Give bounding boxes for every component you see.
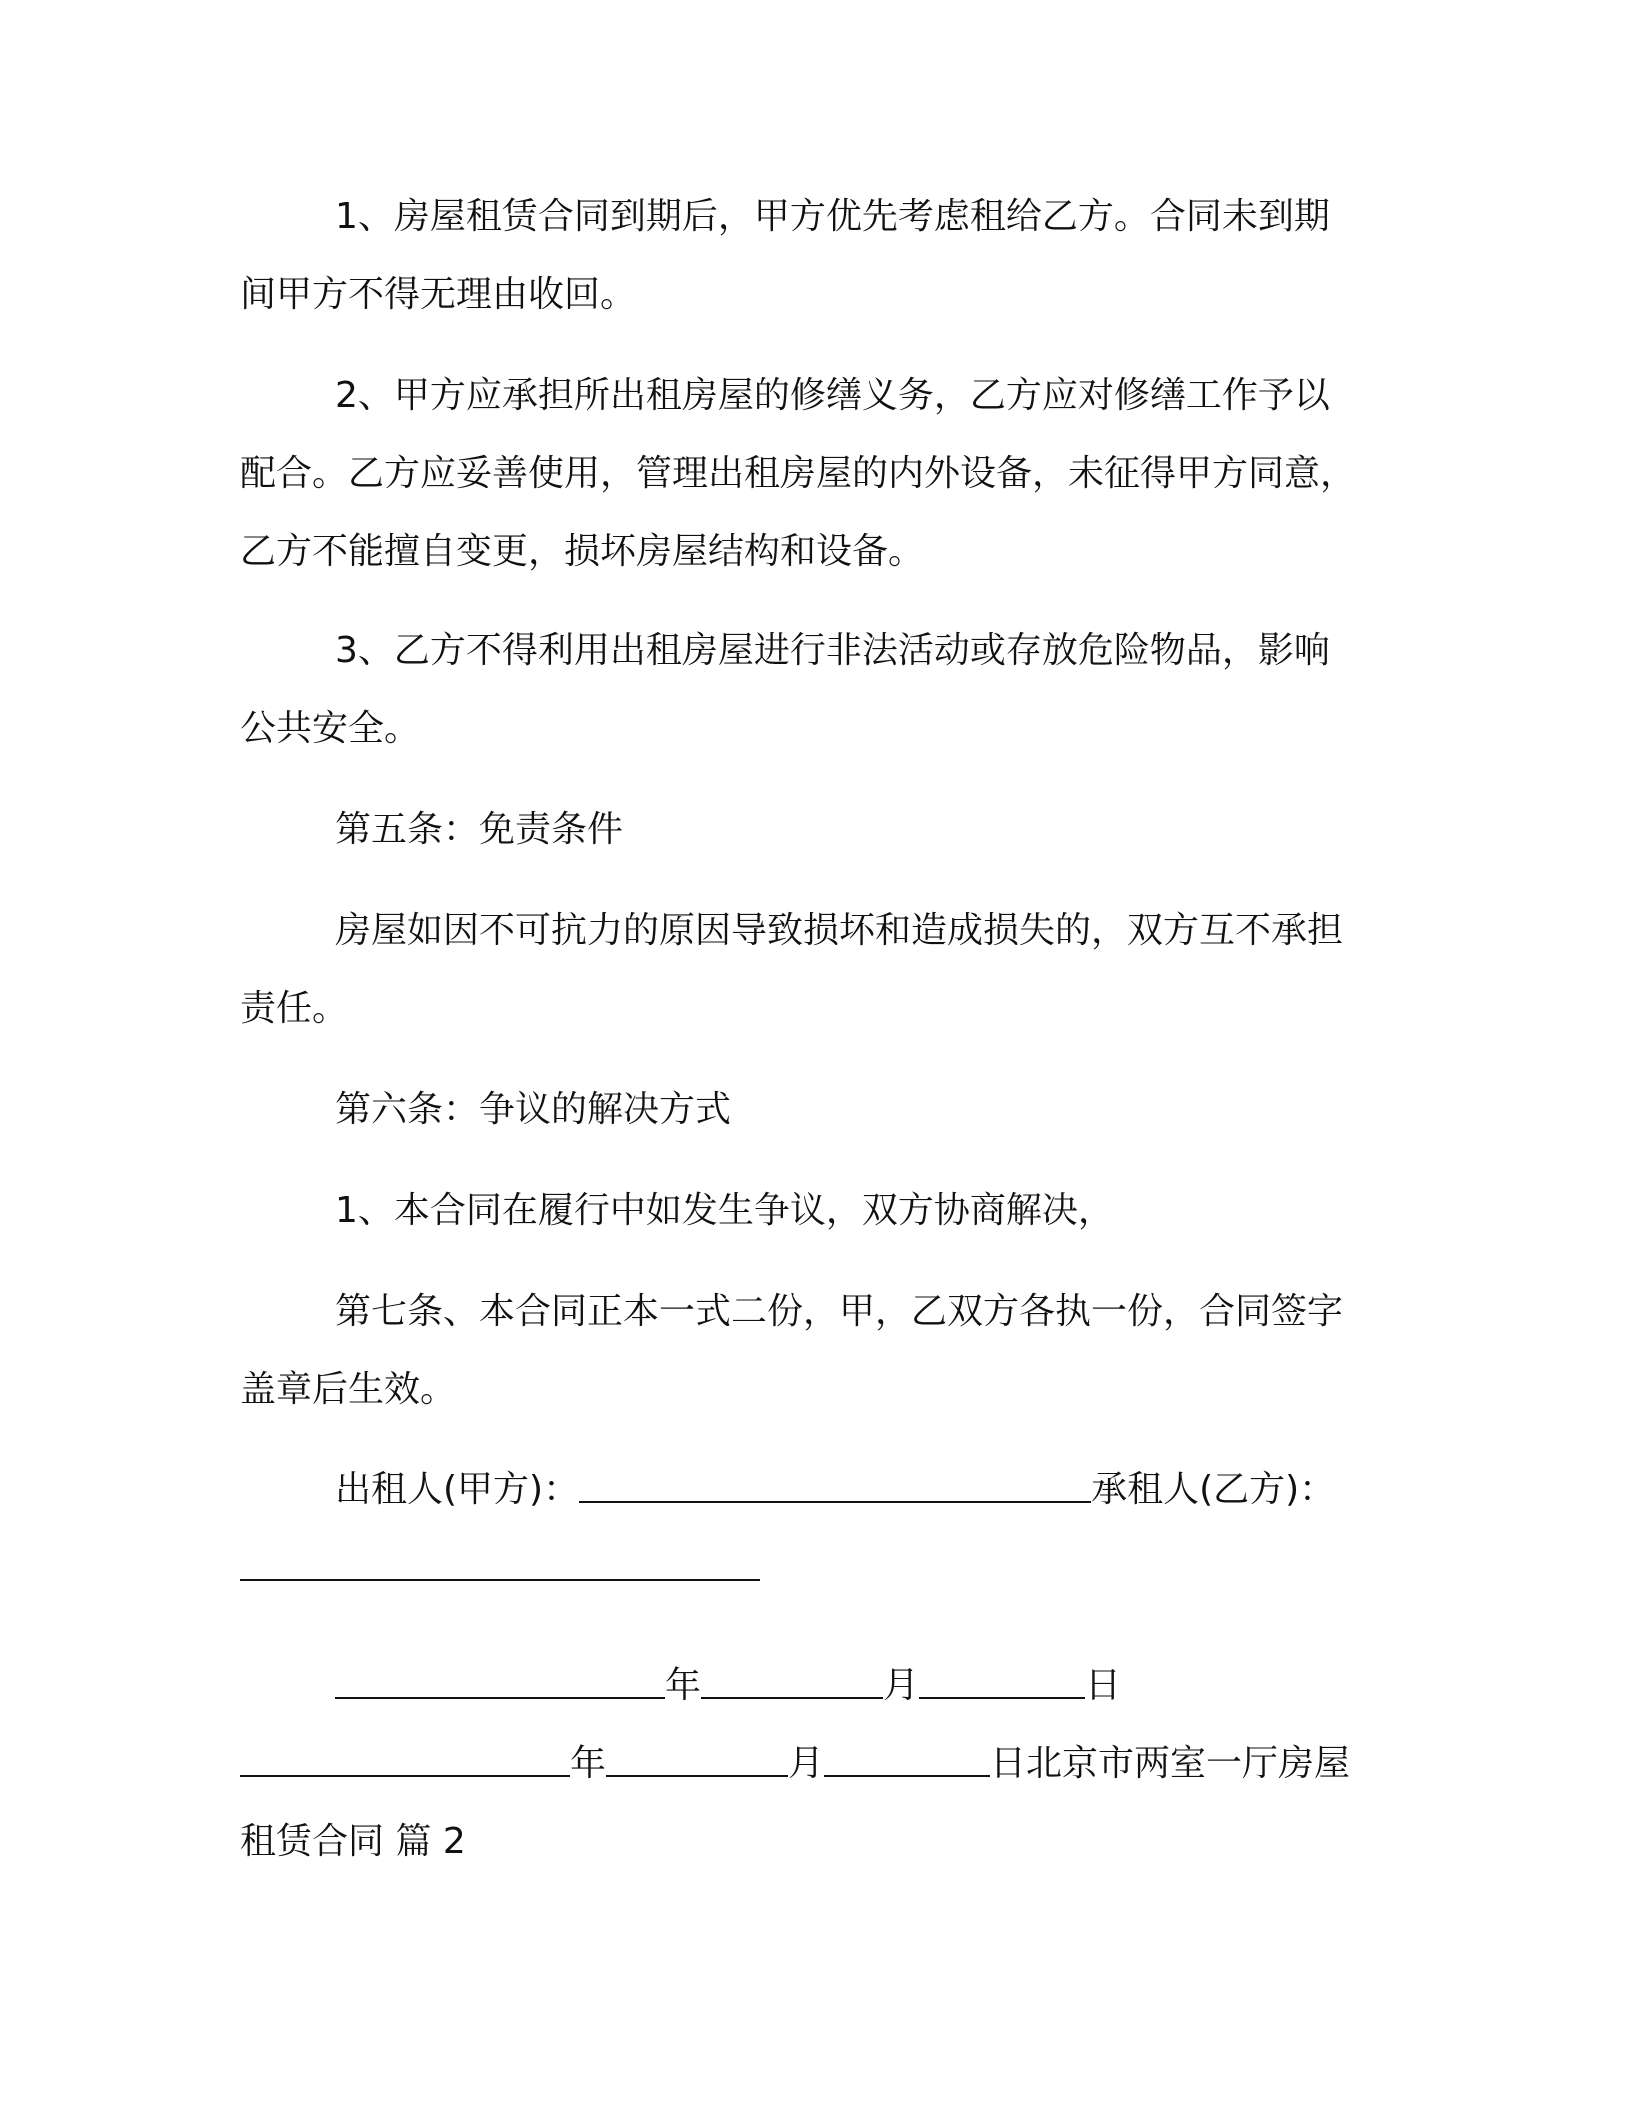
article-5-heading: 第五条：免责条件 <box>335 809 624 850</box>
clause-4-3-line-2: 公共安全。 <box>240 708 421 749</box>
clause-4-2-line-2: 配合。乙方应妥善使用，管理出租房屋的内外设备，未征得甲方同意， <box>240 453 1357 494</box>
clause-4-2-line-3: 乙方不能擅自变更，损坏房屋结构和设备。 <box>240 531 925 572</box>
clause-4-3-line-1: 3、乙方不得利用出租房屋进行非法活动或存放危险物品，影响 <box>335 630 1330 671</box>
lessor-signature-blank <box>579 1461 1091 1503</box>
article-7-line-2: 盖章后生效。 <box>240 1369 457 1410</box>
day-blank-1 <box>919 1657 1085 1699</box>
article-6-item-1: 1、本合同在履行中如发生争议，双方协商解决， <box>335 1190 1114 1231</box>
clause-4-2-line-1: 2、甲方应承担所出租房屋的修缮义务，乙方应对修缮工作予以 <box>335 375 1330 416</box>
year-label-1: 年 <box>665 1665 702 1706</box>
day-label-2: 日 <box>990 1743 1027 1784</box>
article-6-heading: 第六条：争议的解决方式 <box>335 1089 732 1130</box>
clause-4-1-line-1: 1、房屋租赁合同到期后，甲方优先考虑租给乙方。合同未到期 <box>335 196 1330 237</box>
article-5-text-line-2: 责任。 <box>240 988 349 1029</box>
day-label-1: 日 <box>1085 1665 1122 1706</box>
next-document-title-part-2: 租赁合同 篇 2 <box>240 1821 466 1862</box>
year-blank-2 <box>240 1735 570 1777</box>
year-blank-1 <box>335 1657 665 1699</box>
next-document-title-part-1: 北京市两室一厅房屋 <box>1026 1743 1351 1784</box>
lessor-label: 出租人(甲方)： <box>335 1469 580 1510</box>
month-label-1: 月 <box>883 1665 920 1706</box>
month-blank-2 <box>606 1735 788 1777</box>
article-5-text-line-1: 房屋如因不可抗力的原因导致损坏和造成损失的，双方互不承担 <box>335 910 1344 951</box>
lessee-signature-blank <box>240 1539 760 1581</box>
lessee-label: 承租人(乙方)： <box>1091 1469 1336 1510</box>
year-label-2: 年 <box>570 1743 607 1784</box>
month-label-2: 月 <box>788 1743 825 1784</box>
lessee-signature-line <box>240 1529 760 1607</box>
article-7-line-1: 第七条、本合同正本一式二份，甲，乙双方各执一份，合同签字 <box>335 1291 1344 1332</box>
month-blank-1 <box>701 1657 883 1699</box>
signature-line <box>335 1451 1335 1529</box>
day-blank-2 <box>824 1735 990 1777</box>
date-line-2 <box>240 1725 1350 1803</box>
date-line-1 <box>335 1647 1121 1725</box>
clause-4-1-line-2: 间甲方不得无理由收回。 <box>240 274 637 315</box>
